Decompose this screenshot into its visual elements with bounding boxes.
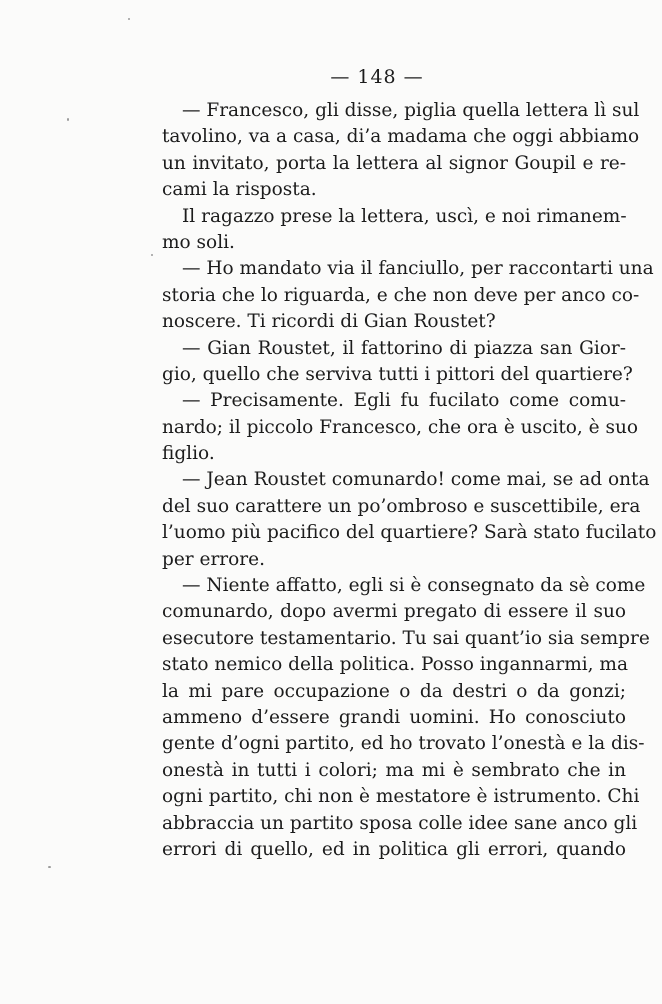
text-line: l’uomo più pacifico del quartiere? Sarà stato fucilato xyxy=(162,522,657,544)
text-line: noscere. Ti ricordi di Gian Roustet? xyxy=(162,311,496,333)
text-line: cami la risposta. xyxy=(162,179,317,201)
text-line: — Ho mandato via il fanciullo, per raccontarti una xyxy=(182,258,654,280)
text-line: la mi pare occupazione o da destri o da gonzi; xyxy=(162,680,626,702)
paper-speck xyxy=(151,254,153,256)
text-line: comunardo, dopo avermi pregato di essere il suo xyxy=(162,601,626,623)
text-line: mo soli. xyxy=(162,231,235,253)
paper-speck xyxy=(48,866,51,868)
text-line: esecutore testamentario. Tu sai quant’io sia sempre xyxy=(162,627,650,649)
text-line: gente d’ogni partito, ed ho trovato l’onestà e la dis- xyxy=(162,733,645,755)
text-line: abbraccia un partito sposa colle idee sane anco gli xyxy=(162,812,638,834)
text-line: storia che lo riguarda, e che non deve per anco co- xyxy=(162,284,640,306)
text-line: nardo; il piccolo Francesco, che ora è uscito, è suo xyxy=(162,416,639,438)
text-line: figlio. xyxy=(162,443,215,465)
text-line: ogni partito, chi non è mestatore è istrumento. Chi xyxy=(162,786,640,808)
text-line: — Niente affatto, egli si è consegnato da sè come xyxy=(182,575,646,597)
body-text xyxy=(162,98,657,863)
text-line: — Precisamente. Egli fu fucilato come comu- xyxy=(182,390,626,412)
text-line: — Jean Roustet comunardo! come mai, se ad onta xyxy=(182,469,650,491)
text-line: — Gian Roustet, il fattorino di piazza san Gior- xyxy=(182,337,626,359)
text-line: Il ragazzo prese la lettera, uscì, e noi rimanem- xyxy=(182,205,627,227)
text-line: gio, quello che serviva tutti i pittori del quartiere? xyxy=(162,363,633,385)
text-line: — Francesco, gli disse, piglia quella lettera lì sul xyxy=(182,100,640,121)
text-line: del suo carattere un po’ombroso e suscettibile, era xyxy=(162,495,641,517)
paper-speck xyxy=(67,118,69,121)
text-line: stato nemico della politica. Posso ingannarmi, ma xyxy=(162,654,629,676)
text-line: errori di quello, ed in politica gli errori, quando xyxy=(162,838,626,860)
text-line: tavolino, va a casa, di’a madama che oggi abbiamo xyxy=(162,126,640,148)
text-line: onestà in tutti i colori; ma mi è sembrato che in xyxy=(162,759,626,781)
page-number: — 148 — xyxy=(330,66,424,88)
text-line: per errore. xyxy=(162,548,265,570)
paper-speck xyxy=(128,18,130,20)
text-line: ammeno d’essere grandi uomini. Ho conosciuto xyxy=(162,706,626,728)
text-line: un invitato, porta la lettera al signor Goupil e re- xyxy=(162,152,626,174)
